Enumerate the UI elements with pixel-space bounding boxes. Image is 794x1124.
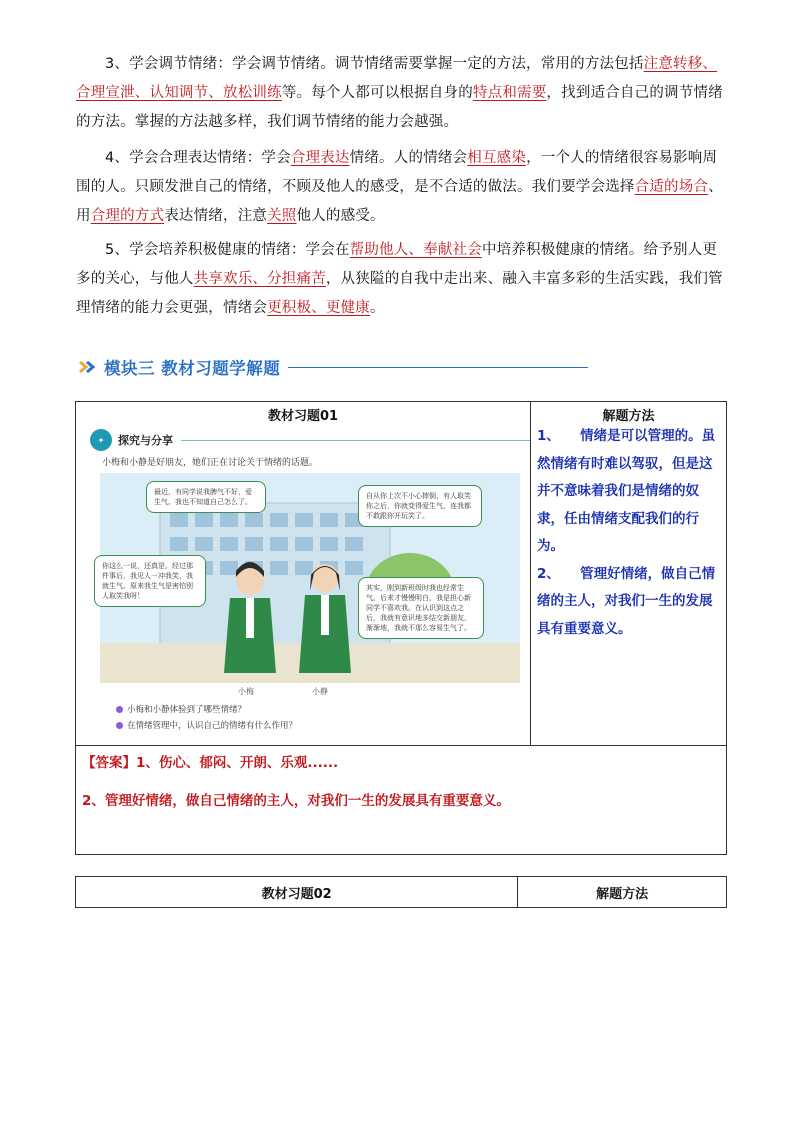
key-point: 合理表达 xyxy=(290,150,350,166)
text-segment: ，找到适合自己的调节情绪的方法。掌握的方法越多样，我们调节情绪的能力会越强。 xyxy=(76,85,723,130)
illustration-header xyxy=(90,429,530,451)
text-segment: 他人的感受。 xyxy=(296,208,385,224)
answer-cell xyxy=(76,746,727,855)
text-segment: ，一个人的情绪很容易影响周围的人。只顾发泄自己的情绪，不顾及他人的感受，是不合适的做法。我们要学会选择 xyxy=(76,150,718,195)
exercise-02-title: 教材习题02 xyxy=(261,887,332,902)
exercise-02-cell xyxy=(76,877,518,908)
double-chevron-icon xyxy=(78,356,100,378)
speech-bubble-mid-right: 其实，刚到新班级时我也经常生气。后来才慢慢明白，我是担心新同学不喜欢我。在认识到这点之后，我就有意识地多结交新朋友，渐渐地，我就不那么容易生气了。 xyxy=(358,577,484,639)
explore-badge-icon: ✦ xyxy=(90,429,112,451)
answer-line-1 xyxy=(82,750,720,776)
question-1 xyxy=(116,703,246,715)
key-point: 关照 xyxy=(267,208,297,224)
method-point-1: 1、 情绪是可以管理的。虽然情绪有时难以驾驭，但是这并不意味着我们是情绪的奴隶，任由情绪支配我们的行为。 xyxy=(537,428,716,554)
key-point: 更积极、更健康 xyxy=(267,300,371,316)
text-segment: 情绪。人的情绪会 xyxy=(349,150,468,166)
speech-bubble-top-left: 最近，有同学说我脾气不好，爱生气。我也不知道自己怎么了。 xyxy=(146,481,266,513)
paragraph-3 xyxy=(76,50,726,137)
key-point: 注意转移、合理宣泄、认知调节、放松训练 xyxy=(76,56,718,101)
answer-line-1-text: 1、伤心、郁闷、开朗、乐观...... xyxy=(136,755,339,771)
text-segment: 3、学会调节情绪：学会调节情绪。调节情绪需要掌握一定的方法，常用的方法包括 xyxy=(105,56,644,72)
key-point: 共享欢乐、分担痛苦 xyxy=(193,271,326,287)
text-segment: 、用 xyxy=(76,179,723,224)
text-segment: 中培养积极健康的情绪。给予别人更多的关心，与他人 xyxy=(76,242,718,287)
text-segment: 。 xyxy=(370,300,385,316)
text-segment: 表达情绪，注意 xyxy=(164,208,268,224)
key-point: 帮助他人、奉献社会 xyxy=(349,242,482,258)
exercise-02-method-cell xyxy=(518,877,727,908)
exercise-02-method-header: 解题方法 xyxy=(596,887,649,902)
text-segment: ，从狭隘的自我中走出来、融入丰富多彩的生活实践，我们管理情绪的能力会更强，情绪会 xyxy=(76,271,723,316)
bullet-icon xyxy=(116,706,123,713)
bullet-icon xyxy=(116,722,123,729)
text-segment: 等。每个人都可以根据自身的 xyxy=(281,85,473,101)
question-1-text: 小梅和小静体验到了哪些情绪？ xyxy=(127,705,247,715)
key-point: 合适的场合 xyxy=(634,179,709,195)
key-point: 相互感染 xyxy=(467,150,527,166)
exercise-01-title: 教材习题01 xyxy=(267,409,339,424)
method-cell xyxy=(531,402,727,746)
answer-label: 【答案】 xyxy=(82,755,136,771)
key-point: 合理的方式 xyxy=(90,208,165,224)
character-name-left: 小梅 xyxy=(238,687,254,696)
exercise-01-table xyxy=(75,401,727,855)
method-content xyxy=(531,423,726,643)
module-divider xyxy=(288,367,588,368)
answer-line-2: 2、管理好情绪，做自己情绪的主人，对我们一生的发展具有重要意义。 xyxy=(82,793,510,809)
module-header xyxy=(78,352,588,382)
exercise-02-table xyxy=(75,876,727,908)
illustration-intro: 小梅和小静是好朋友，她们正在讨论关于情绪的话题。 xyxy=(102,458,319,468)
character-name-right: 小静 xyxy=(312,687,328,696)
paragraph-5 xyxy=(76,236,726,323)
module-title: 模块三 教材习题学解题 xyxy=(104,359,281,378)
text-segment: 4、学会合理表达情绪：学会 xyxy=(105,150,291,166)
illustration-divider xyxy=(181,440,530,441)
speech-bubble-mid-left: 你这么一说，还真是。经过那件事后，我见人一冲我笑，我就生气。原来我生气是害怕别人取笑我呀！ xyxy=(94,555,206,607)
method-header: 解题方法 xyxy=(602,409,655,424)
paragraph-4 xyxy=(76,144,726,231)
illustration-section-title: 探究与分享 xyxy=(118,434,173,447)
textbook-illustration xyxy=(90,429,530,739)
speech-bubble-top-right: 自从你上次不小心摔倒，有人取笑你之后，你就变得爱生气，连我都不敢跟你开玩笑了。 xyxy=(358,485,482,527)
text-segment: 5、学会培养积极健康的情绪：学会在 xyxy=(105,242,350,258)
exercise-01-cell xyxy=(76,402,531,746)
answer-content xyxy=(76,746,726,818)
key-point: 特点和需要 xyxy=(472,85,547,101)
question-2-text: 在情绪管理中，认识自己的情绪有什么作用？ xyxy=(127,721,298,731)
method-point-2: 2、 管理好情绪，做自己情绪的主人，对我们一生的发展具有重要意义。 xyxy=(537,565,716,637)
question-2 xyxy=(116,719,297,731)
